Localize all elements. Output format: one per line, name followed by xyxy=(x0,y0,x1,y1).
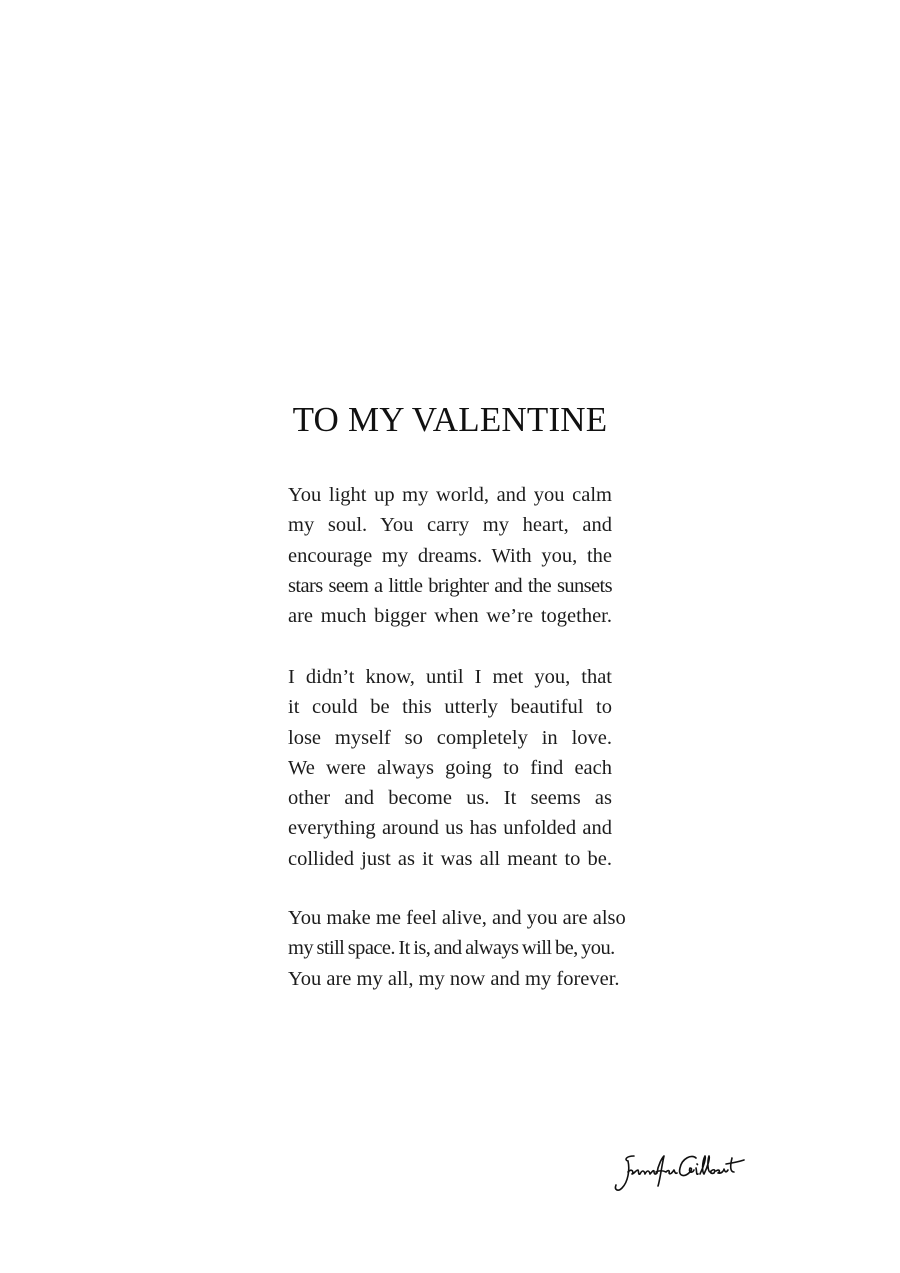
poem-line: stars seem a little brighter and the sunsets xyxy=(288,574,612,597)
poem-line: We were always going to find each xyxy=(288,756,612,779)
poem-title: TO MY VALENTINE xyxy=(292,400,608,439)
poem-line: other and become us. It seems as xyxy=(288,787,612,810)
poem-line: You are my all, my now and my forever. xyxy=(288,967,620,990)
signature xyxy=(612,1150,748,1194)
paragraph-2 xyxy=(288,662,612,874)
paragraph-1 xyxy=(288,480,612,631)
poem-line: encourage my dreams. With you, the xyxy=(288,544,612,567)
poem-line: You make me feel alive, and you are also xyxy=(288,907,626,929)
poem-line: my still space. It is, and always will be, you. xyxy=(288,937,615,960)
poem-line: it could be this utterly beautiful to xyxy=(288,696,612,719)
paragraph-3 xyxy=(288,903,626,994)
poem-line: You light up my world, and you calm xyxy=(288,484,612,506)
poem-line: collided just as it was all meant to be. xyxy=(288,847,612,870)
poem-line: I didn’t know, until I met you, that xyxy=(288,666,612,688)
poem-line: lose myself so completely in love. xyxy=(288,726,612,749)
poem-line: are much bigger when we’re together. xyxy=(288,605,612,628)
poem-line: my soul. You carry my heart, and xyxy=(288,514,612,537)
poem-line: everything around us has unfolded and xyxy=(288,817,612,840)
signature-scribble-icon xyxy=(612,1150,748,1194)
